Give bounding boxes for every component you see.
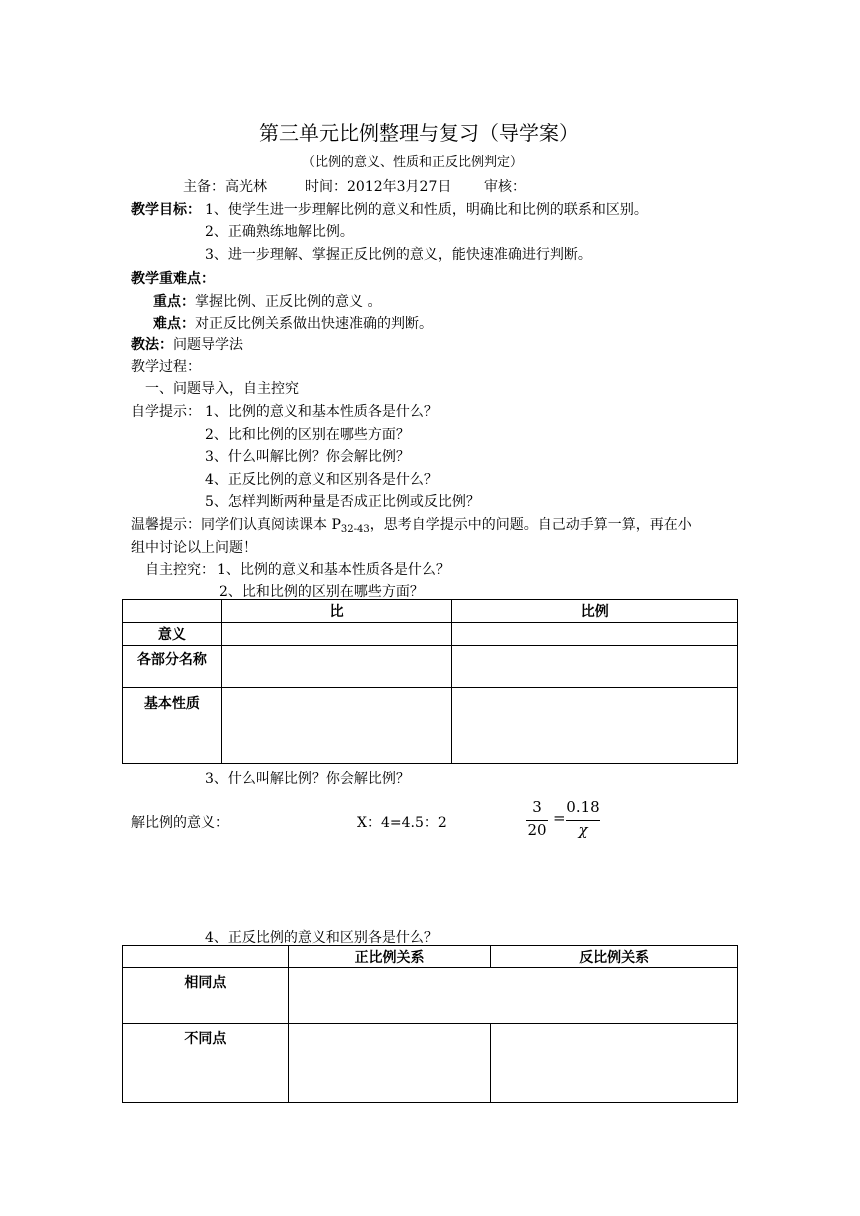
goal-item: 2、正确熟练地解比例。 bbox=[205, 224, 354, 240]
equals-sign: = bbox=[553, 809, 566, 827]
fraction-right bbox=[563, 798, 603, 844]
table-cell bbox=[452, 646, 738, 688]
table-cell bbox=[288, 1024, 491, 1103]
table-header-cell: 正比例关系 bbox=[288, 946, 491, 968]
warm-tip-text-b: ，思考自学提示中的问题。自己动手算一算，再在小 bbox=[369, 517, 692, 533]
table-row-header: 各部分名称 bbox=[123, 646, 222, 688]
table-cell bbox=[452, 623, 738, 646]
author: 主备：高光林 bbox=[183, 179, 267, 195]
page-range: 32-43 bbox=[340, 524, 370, 535]
table-header-cell: 反比例关系 bbox=[491, 946, 738, 968]
solve-label: 解比例的意义： bbox=[131, 815, 229, 831]
process-label: 教学过程： bbox=[131, 359, 201, 375]
self-study-item: 1、比例的意义和基本性质各是什么？ bbox=[205, 404, 438, 420]
table-header-cell bbox=[123, 600, 222, 623]
fraction-left bbox=[522, 798, 552, 844]
self-study-item: 5、怎样判断两种量是否成正比例或反比例？ bbox=[205, 494, 480, 510]
fraction-denominator: χ bbox=[578, 821, 588, 839]
key-label: 重点： bbox=[153, 294, 195, 310]
keypoints-label: 教学重难点： bbox=[131, 271, 215, 287]
method-text: 问题导学法 bbox=[173, 337, 243, 353]
fraction-numerator: 3 bbox=[532, 798, 542, 816]
table-cell bbox=[221, 688, 452, 764]
self-study-label: 自学提示： bbox=[131, 404, 201, 420]
explore-label: 自主控究： bbox=[145, 562, 215, 578]
page-subtitle: （比例的意义、性质和正反比例判定） bbox=[302, 155, 524, 170]
proportion-table bbox=[122, 945, 738, 1103]
equation-1: X：4=4.5：2 bbox=[357, 815, 447, 831]
goal-item: 3、进一步理解、掌握正反比例的意义，能快速准确进行判断。 bbox=[205, 247, 592, 263]
page-title: 第三单元比例整理与复习（导学案） bbox=[259, 121, 579, 145]
table-cell bbox=[452, 688, 738, 764]
table-header-cell: 比 bbox=[221, 600, 452, 623]
date: 时间：2012年3月27日 bbox=[305, 179, 452, 195]
warm-tip-line1 bbox=[131, 514, 692, 534]
explore-q1: 1、比例的意义和基本性质各是什么？ bbox=[217, 562, 450, 578]
difficult-text: 对正反比例关系做出快速准确的判断。 bbox=[195, 316, 433, 332]
table-header-cell bbox=[123, 946, 289, 968]
difficult-point bbox=[153, 313, 433, 333]
difficult-label: 难点： bbox=[153, 316, 195, 332]
table-cell bbox=[491, 1024, 738, 1103]
goal-item: 1、使学生进一步理解比例的意义和性质，明确比和比例的联系和区别。 bbox=[205, 202, 648, 218]
warm-tip-line2: 组中讨论以上问题！ bbox=[131, 540, 257, 556]
key-point bbox=[153, 291, 381, 311]
table-cell bbox=[221, 646, 452, 688]
section-heading: 一、问题导入，自主控究 bbox=[145, 381, 299, 397]
key-text: 掌握比例、正反比例的意义 。 bbox=[195, 294, 382, 310]
reviewer: 审核： bbox=[484, 179, 526, 195]
fraction-denominator: 20 bbox=[527, 821, 547, 839]
table-row-header: 不同点 bbox=[123, 1024, 289, 1103]
self-study-item: 2、比和比例的区别在哪些方面？ bbox=[205, 427, 410, 443]
table-header-cell: 比例 bbox=[452, 600, 738, 623]
self-study-item: 3、什么叫解比例？你会解比例？ bbox=[205, 449, 410, 465]
table-cell bbox=[288, 968, 737, 1024]
table-row-header: 相同点 bbox=[123, 968, 289, 1024]
method-label: 教法： bbox=[131, 337, 173, 353]
warm-tip-text-a: 温馨提示：同学们认真阅读课本 P bbox=[131, 517, 341, 533]
goals-label: 教学目标： bbox=[131, 202, 201, 218]
fraction-numerator: 0.18 bbox=[566, 798, 600, 816]
method bbox=[131, 334, 243, 354]
table-row-header: 意义 bbox=[123, 623, 222, 646]
explore-q4: 4、正反比例的意义和区别各是什么？ bbox=[205, 930, 438, 946]
explore-q3: 3、什么叫解比例？你会解比例？ bbox=[205, 771, 410, 787]
compare-table bbox=[122, 599, 738, 764]
table-row-header: 基本性质 bbox=[123, 688, 222, 764]
explore-q2: 2、比和比例的区别在哪些方面？ bbox=[219, 584, 424, 600]
self-study-item: 4、正反比例的意义和区别各是什么？ bbox=[205, 472, 438, 488]
table-cell bbox=[221, 623, 452, 646]
